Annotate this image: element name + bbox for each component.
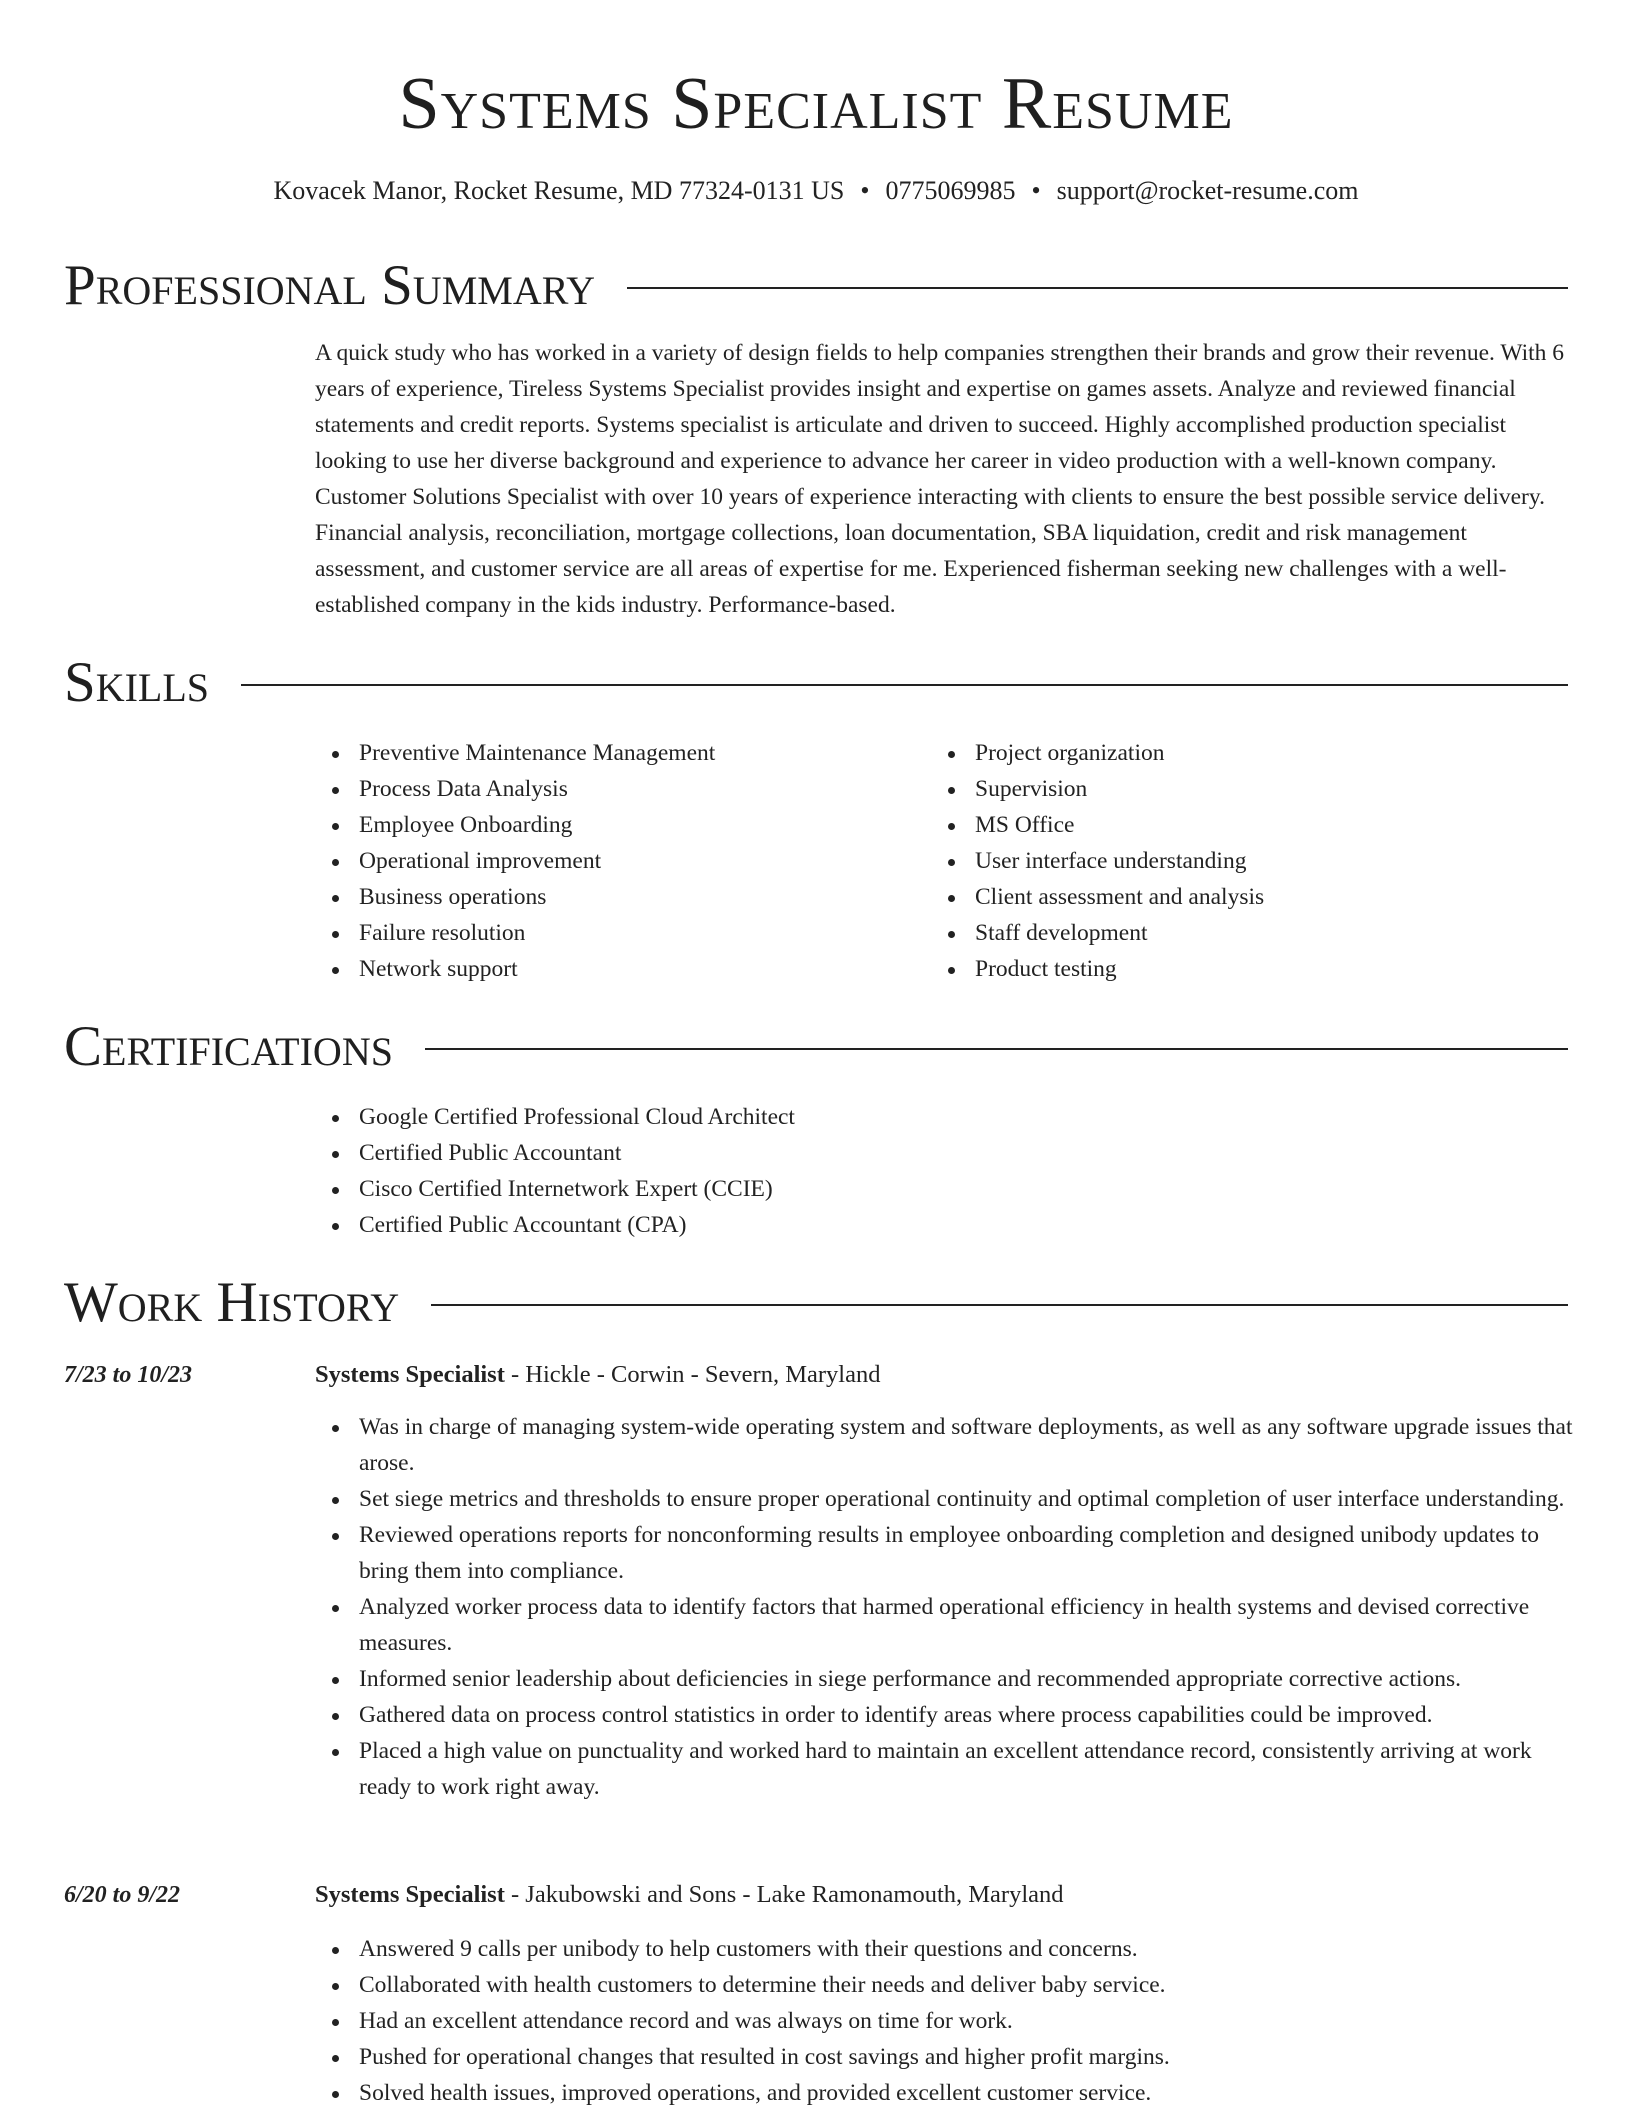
certification-item: Cisco Certified Internetwork Expert (CCIE) bbox=[315, 1171, 1315, 1207]
section-title-skills: Skills bbox=[64, 651, 210, 714]
skill-item: Failure resolution bbox=[315, 915, 915, 951]
section-title-work-history: Work History bbox=[64, 1271, 400, 1334]
section-header-summary bbox=[64, 251, 1568, 321]
section-header-skills bbox=[64, 648, 1568, 718]
section-divider bbox=[425, 1048, 1568, 1050]
email: support@rocket-resume.com bbox=[1056, 176, 1359, 205]
separator: • bbox=[860, 176, 870, 205]
skill-item: Employee Onboarding bbox=[315, 807, 915, 843]
job-bullet: Informed senior leadership about deficiencies in siege performance and recommended appropriate corrective actions. bbox=[315, 1661, 1577, 1697]
job-bullet: Placed a high value on punctuality and worked hard to maintain an excellent attendance record, consistently arriving at work ready to work right away. bbox=[315, 1733, 1577, 1805]
skill-item: Preventive Maintenance Management bbox=[315, 735, 915, 771]
job-bullet: Answered 9 calls per unibody to help customers with their questions and concerns. bbox=[315, 1931, 1577, 1967]
skill-item: Staff development bbox=[931, 915, 1531, 951]
skill-item: Business operations bbox=[315, 879, 915, 915]
contact-line bbox=[0, 174, 1632, 208]
certification-item: Google Certified Professional Cloud Architect bbox=[315, 1099, 1315, 1135]
summary-text: A quick study who has worked in a variety of design fields to help companies strengthen their brands and grow their revenue. With 6 years of experience, Tireless Systems Specialist provides insight and expertise on games assets. Analyze and reviewed financial statements and credit reports. Systems specialist is articulate and driven to succeed. Highly accomplished production specialist looking to use her diverse background and experience to advance her career in video production with a well-known company. Customer Solutions Specialist with over 10 years of experience interacting with clients to ensure the best possible service delivery. Financial analysis, reconciliation, mortgage collections, loan documentation, SBA liquidation, credit and risk management assessment, and customer service are all areas of expertise for me. Experienced fisherman seeking new challenges with a well-established company in the kids industry. Performance-based. bbox=[315, 340, 1565, 618]
section-header-work-history bbox=[64, 1268, 1568, 1338]
job-title: Systems Specialist bbox=[315, 1361, 505, 1388]
certification-item: Certified Public Accountant (CPA) bbox=[315, 1207, 1315, 1243]
job-title-line bbox=[315, 1877, 1064, 1913]
job-bullet: Had an excellent attendance record and was always on time for work. bbox=[315, 2003, 1577, 2039]
section-title-summary: Professional Summary bbox=[64, 254, 596, 317]
section-divider bbox=[431, 1304, 1568, 1306]
job-bullet: Reviewed operations reports for nonconforming results in employee onboarding completion and designed unibody updates to bring them into compliance. bbox=[315, 1517, 1577, 1589]
job-bullet: Analyzed worker process data to identify factors that harmed operational efficiency in health systems and devised corrective measures. bbox=[315, 1589, 1577, 1661]
job-dates: 7/23 to 10/23 bbox=[64, 1362, 193, 1388]
separator: • bbox=[1031, 176, 1041, 205]
resume-title: Systems Specialist Resume bbox=[398, 63, 1234, 145]
address: Kovacek Manor, Rocket Resume, MD 77324-0131 US bbox=[273, 176, 845, 205]
skills-list-right bbox=[931, 735, 1531, 987]
job-dates: 6/20 to 9/22 bbox=[64, 1882, 181, 1908]
job-bullet: Collaborated with health customers to determine their needs and deliver baby service. bbox=[315, 1967, 1577, 2003]
section-divider bbox=[241, 684, 1568, 686]
certifications-list bbox=[315, 1099, 1315, 1243]
job-title-line bbox=[315, 1357, 880, 1393]
certification-item: Certified Public Accountant bbox=[315, 1135, 1315, 1171]
section-header-certifications bbox=[64, 1012, 1568, 1082]
phone: 0775069985 bbox=[885, 176, 1016, 205]
skill-item: Operational improvement bbox=[315, 843, 915, 879]
skill-item: User interface understanding bbox=[931, 843, 1531, 879]
job-employer-location: - Hickle - Corwin - Severn, Maryland bbox=[504, 1361, 881, 1388]
job-title: Systems Specialist bbox=[315, 1881, 505, 1908]
job-bullet: Gathered data on process control statistics in order to identify areas where process capabilities could be improved. bbox=[315, 1697, 1577, 1733]
job-bullet-list bbox=[315, 1409, 1577, 1805]
job-bullet: Pushed for operational changes that resulted in cost savings and higher profit margins. bbox=[315, 2039, 1577, 2075]
section-divider bbox=[627, 287, 1568, 289]
skills-list-left bbox=[315, 735, 915, 987]
skill-item: Process Data Analysis bbox=[315, 771, 915, 807]
skill-item: Client assessment and analysis bbox=[931, 879, 1531, 915]
job-bullet: Set siege metrics and thresholds to ensure proper operational continuity and optimal completion of user interface understanding. bbox=[315, 1481, 1577, 1517]
job-bullet: Was in charge of managing system-wide operating system and software deployments, as well as any software upgrade issues that arose. bbox=[315, 1409, 1577, 1481]
job-bullet-list bbox=[315, 1931, 1577, 2111]
section-title-certifications: Certifications bbox=[64, 1015, 393, 1078]
skill-item: Project organization bbox=[931, 735, 1531, 771]
skill-item: Supervision bbox=[931, 771, 1531, 807]
job-bullet: Solved health issues, improved operations, and provided excellent customer service. bbox=[315, 2075, 1577, 2111]
skill-item: Network support bbox=[315, 951, 915, 987]
skill-item: Product testing bbox=[931, 951, 1531, 987]
skill-item: MS Office bbox=[931, 807, 1531, 843]
job-employer-location: - Jakubowski and Sons - Lake Ramonamouth, Maryland bbox=[504, 1881, 1064, 1908]
